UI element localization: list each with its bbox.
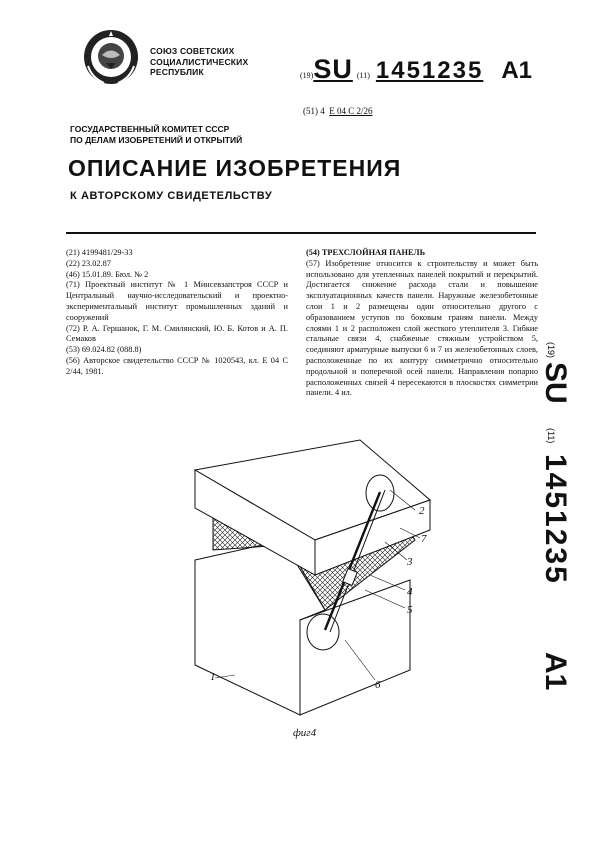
divider [66,232,536,234]
figure-label-7: 7 [421,533,427,545]
ussr-emblem [82,28,140,86]
ipc-value: E 04 C 2/26 [329,106,373,116]
figure-label-3: 3 [407,556,413,568]
ipc-code: (51) 4 [303,106,325,116]
issuer-line: РЕСПУБЛИК [150,67,204,77]
side-number: 1451235 [539,454,572,585]
invention-title: (54) ТРЕХСЛОЙНАЯ ПАНЕЛЬ [306,248,426,257]
document-title: ОПИСАНИЕ ИЗОБРЕТЕНИЯ [68,155,402,181]
country-code: SU [313,54,353,84]
biblio-entry: (56) Авторское свидетельство СССР № 1020543, кл. E 04 C 2/44, 1981. [66,355,288,376]
side-country: SU [539,362,572,404]
biblio-entry: (46) 15.01.89. Бюл. № 2 [66,269,149,279]
code-11: (11) [356,71,370,80]
figure-label-6: 6 [375,679,381,691]
ipc-classification [303,106,373,116]
side-code-11: (11) [546,428,556,444]
side-kind: A1 [539,652,572,691]
figure-caption: фиг4 [293,727,317,739]
code-19: (19) [300,71,314,80]
biblio-entry: (21) 4199481/29-33 [66,248,133,257]
side-publication-number [528,336,588,756]
patent-number: 1451235 [375,57,484,84]
technical-drawing [175,430,455,730]
figure-label-4: 4 [407,586,413,598]
document-subtitle: К АВТОРСКОМУ СВИДЕТЕЛЬСТВУ [70,190,273,202]
issuer-name [150,46,248,78]
bibliographic-data [66,248,288,378]
figure-label-2: 2 [419,505,425,517]
committee-name [70,124,242,146]
figure-label-1: 1 [210,671,216,683]
committee-line: ГОСУДАРСТВЕННЫЙ КОМИТЕТ СССР [70,124,230,134]
publication-number [300,54,532,85]
biblio-entry: (71) Проектный институт № 1 Минсевзапстроя СССР и Центральный научно-исследовательский и проектно-экспериментальный институт промышленных зданий и сооружений [66,280,288,322]
kind-code: A1 [501,57,532,84]
abstract-text: (57) Изобретение относится к строительству и может быть использовано для утепленных панелей покрытий и перекрытий. Достигается снижение расхода стали и повышение эксплуатационных качеств панели. Наружные железобетонные слои 1 и 2 размещены один относительно другого с образованием уступов по боковым граням панели. Между слоями 1 и 2 расположен слой жесткого утеплителя 3. Гибкие стальные связи 4, снабженые стяжным устройством 5, соединяют арматурные выпуски 6 и 7 из железобетонных слоев, расположенные по их контуру симметрично относительно продольной и поперечной осей панели. Направления попарно расположенных связей 4 пересекаются в плоскостях симметрии панели. 4 ил. [306,258,538,398]
figure-label-5: 5 [407,604,413,616]
biblio-entry: (72) Р. А. Гершанок, Г. М. Смилянский, Ю. Б. Котов и А. П. Семаков [66,323,288,344]
committee-line: ПО ДЕЛАМ ИЗОБРЕТЕНИЙ И ОТКРЫТИЙ [70,135,243,145]
issuer-line: СОЦИАЛИСТИЧЕСКИХ [150,56,249,67]
biblio-entry: (53) 69.024.82 (088.8) [66,345,142,355]
side-code-19: (19) [546,342,556,359]
biblio-entry: (22) 23.02.87 [66,258,111,268]
issuer-line: СОЮЗ СОВЕТСКИХ [150,46,235,56]
abstract [306,248,538,399]
